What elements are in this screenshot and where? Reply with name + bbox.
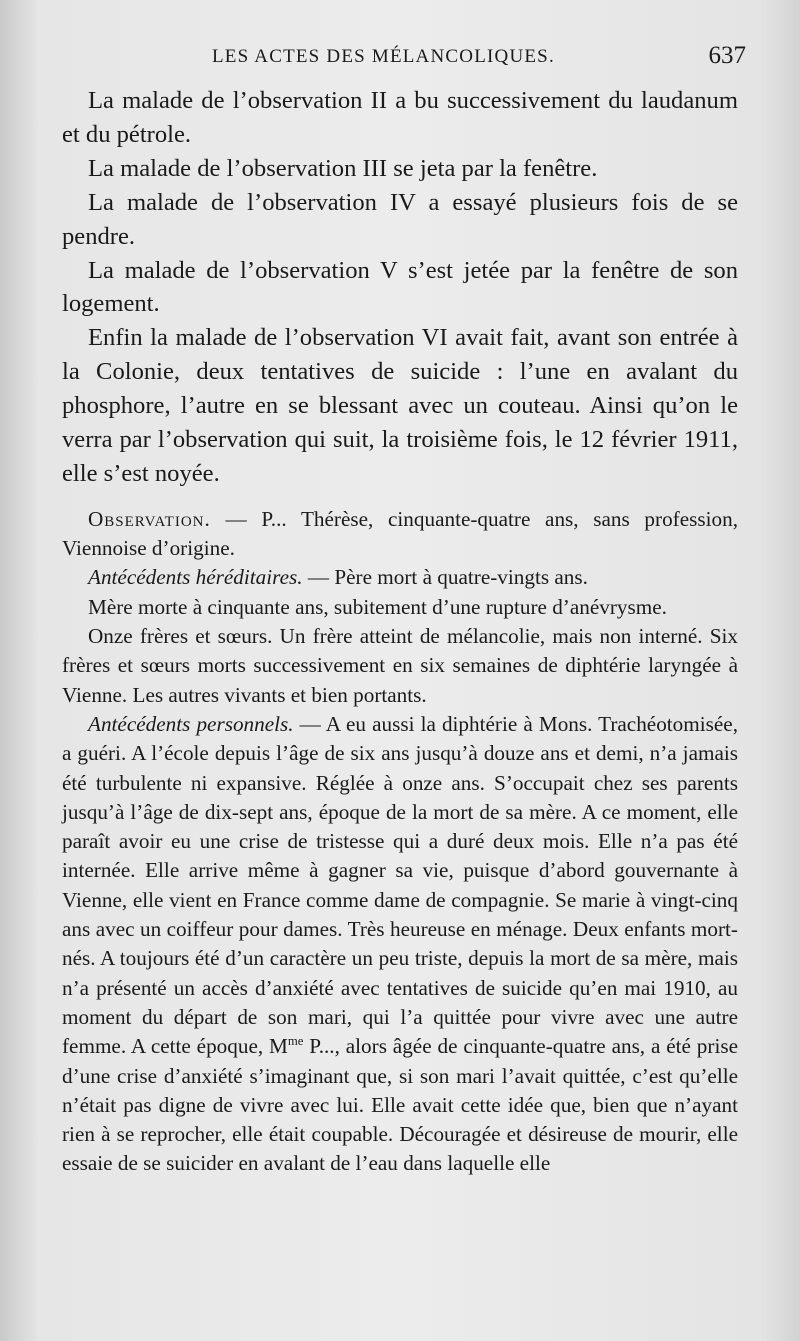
observation-label: Observation. bbox=[88, 506, 211, 531]
hereditary-paragraph bbox=[62, 563, 738, 592]
hereditary-text: — Père mort à quatre-vingts ans. bbox=[302, 565, 588, 590]
personal-label: Antécédents personnels. bbox=[88, 711, 294, 736]
observation-intro bbox=[62, 505, 738, 564]
running-title: LES ACTES DES MÉLANCOLIQUES. bbox=[212, 46, 555, 67]
summary-section bbox=[62, 84, 738, 491]
personal-paragraph bbox=[62, 710, 738, 1179]
personal-text-before: — A eu aussi la diphtérie à Mons. Trachéotomisée, a guéri. A l’école depuis l’âge de six ans jusqu’à douze ans et demi, n’a jamais été turbulente ni expansive. Réglée à onze ans. S’occupait chez ses parents jusqu’à l’âge de dix-sept ans, époque de la mort de sa mère. A ce moment, elle paraît avoir eu une crise de tristesse qui a duré deux mois. Elle n’a pas été internée. Elle arrive même à gagner sa vie, puisque d’abord gouvernante à Vienne, elle vient en France comme dame de compagnie. Se marie à vingt-cinq ans avec un coiffeur pour dames. Très heureuse en ménage. Deux enfants mort-nés. A toujours été d’un caractère un peu triste, depuis la mort de sa mère, mais n’a présenté un accès d’anxiété avec tentatives de suicide qu’en mai 1910, au moment du départ de son mari, qui l’a quittée pour vivre avec une autre femme. A cette époque, M bbox=[62, 711, 738, 1059]
paragraph-observation-6: Enfin la malade de l’observation VI avait fait, avant son entrée à la Colonie, deux tentatives de suicide : l’une en avalant du phosphore, l’autre en se blessant avec un couteau. Ainsi qu’on le verra par l’observation qui suit, la troisième fois, le 12 février 1911, elle s’est noyée. bbox=[62, 324, 738, 487]
page-body bbox=[62, 84, 738, 1179]
mother-paragraph: Mère morte à cinquante ans, subitement d’une rupture d’anévrysme. bbox=[88, 594, 667, 619]
observation-section bbox=[62, 505, 738, 1179]
paragraph-observation-4: La malade de l’observation IV a essayé plusieurs fois de se pendre. bbox=[62, 188, 738, 250]
personal-text-after: P..., alors âgée de cinquante-quatre ans, a été prise d’une crise d’anxiété s’imaginant que, si son mari l’avait quittée, c’est qu’elle n’était pas digne de vivre avec lui. Elle avait cette idée que, bien que n’ayant rien à se reprocher, elle était coupable. Découragée et désireuse de mourir, elle essaie de se suicider en avalant de l’eau dans laquelle elle bbox=[62, 1034, 738, 1176]
paragraph-observation-5: La malade de l’observation V s’est jetée par la fenêtre de son logement. bbox=[62, 256, 738, 318]
paragraph-observation-2: La malade de l’observation II a bu successivement du laudanum et du pétrole. bbox=[62, 87, 738, 148]
paragraph-observation-3: La malade de l’observation III se jeta par la fenêtre. bbox=[88, 154, 598, 182]
running-header bbox=[62, 42, 746, 76]
page-number: 637 bbox=[708, 42, 746, 69]
title-superscript: me bbox=[287, 1034, 304, 1049]
siblings-paragraph: Onze frères et sœurs. Un frère atteint de mélancolie, mais non interné. Six frères et sœurs morts successivement en six semaines de diphtérie laryngée à Vienne. Les autres vivants et bien portants. bbox=[62, 624, 738, 707]
hereditary-label: Antécédents héréditaires. bbox=[88, 565, 303, 590]
observation-text: — P... Thérèse, cinquante-quatre ans, sans profession, Viennoise d’origine. bbox=[62, 506, 738, 561]
